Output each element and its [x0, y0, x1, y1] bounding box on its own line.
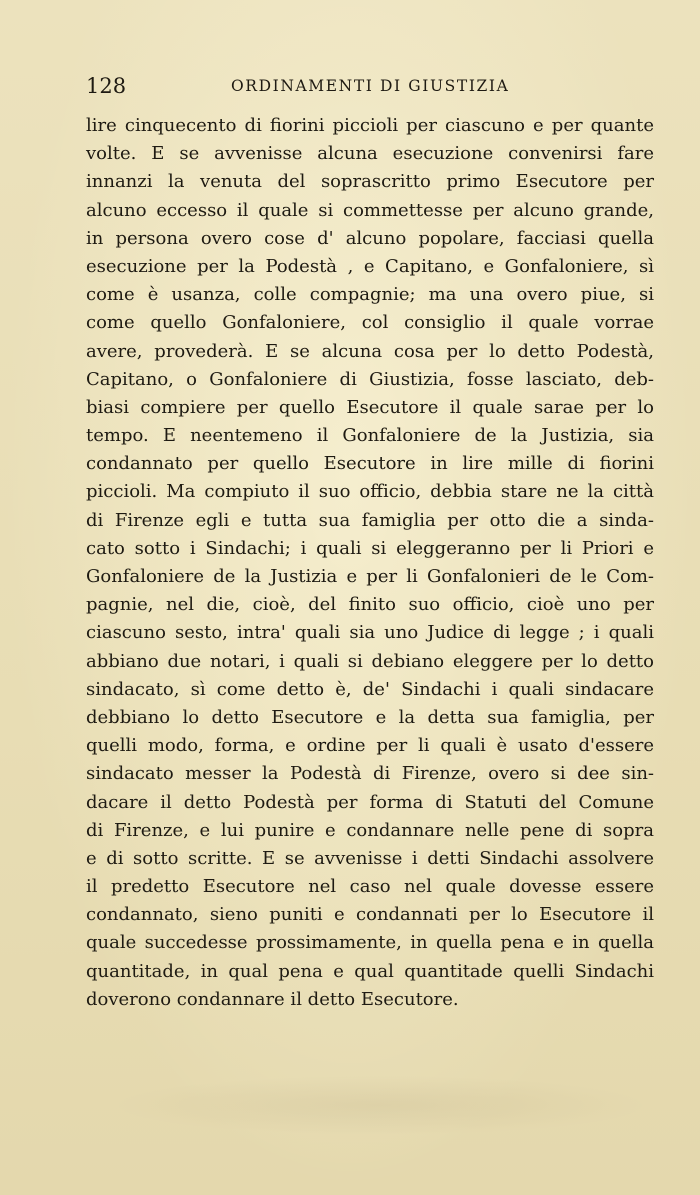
- text-line: condannato, sieno puniti e condannati per lo Esecutore il: [86, 904, 654, 926]
- running-head: [86, 74, 656, 100]
- body-text: [86, 112, 654, 1014]
- text-line: condannato per quello Esecutore in lire mille di fiorini: [86, 453, 654, 475]
- text-line: debbiano lo detto Esecutore e la detta sua famiglia, per: [86, 706, 654, 728]
- running-title: ORDINAMENTI DI GIUSTIZIA: [231, 77, 510, 95]
- text-line: piccioli. Ma compiuto il suo officio, debbia stare ne la città: [86, 481, 654, 503]
- text-line: come è usanza, colle compagnie; ma una overo piue, si: [86, 284, 654, 306]
- text-line: Capitano, o Gonfaloniere di Giustizia, fosse lasciato, deb-: [86, 368, 654, 390]
- text-line: il predetto Esecutore nel caso nel quale dovesse essere: [86, 876, 654, 898]
- text-line: abbiano due notari, i quali si debiano eleggere per lo detto: [86, 650, 654, 672]
- text-line: doverono condannare il detto Esecutore.: [86, 988, 459, 1010]
- text-line: pagnie, nel die, cioè, del finito suo officio, cioè uno per: [86, 594, 654, 616]
- text-line: di Firenze, e lui punire e condannare nelle pene di sopra: [86, 819, 654, 841]
- text-line: e di sotto scritte. E se avvenisse i detti Sindachi assolvere: [86, 847, 654, 869]
- text-line: alcuno eccesso il quale si commettesse per alcuno grande,: [86, 199, 654, 221]
- text-line: quelli modo, forma, e ordine per li quali è usato d'essere: [86, 735, 654, 757]
- text-line: Gonfaloniere de la Justizia e per li Gonfalonieri de le Com-: [86, 566, 654, 587]
- text-line: dacare il detto Podestà per forma di Statuti del Comune: [86, 791, 654, 813]
- text-line: come quello Gonfaloniere, col consiglio il quale vorrae: [86, 312, 654, 334]
- text-line: esecuzione per la Podestà , e Capitano, e Gonfaloniere, sì: [86, 255, 654, 277]
- text-line: tempo. E neentemeno il Gonfaloniere de la Justizia, sia: [86, 425, 654, 447]
- show-through-smudge: [110, 1075, 650, 1135]
- text-line: in persona overo cose d' alcuno popolare, facciasi quella: [86, 227, 654, 249]
- text-line: ciascuno sesto, intra' quali sia uno Judice di legge ; i quali: [86, 622, 654, 644]
- text-line: sindacato, sì come detto è, de' Sindachi i quali sindacare: [86, 678, 654, 700]
- text-line: biasi compiere per quello Esecutore il quale sarae per lo: [86, 396, 654, 418]
- text-line: volte. E se avvenisse alcuna esecuzione convenirsi fare: [86, 143, 654, 165]
- text-line: di Firenze egli e tutta sua famiglia per otto die a sinda-: [86, 509, 654, 531]
- text-line: innanzi la venuta del soprascritto primo Esecutore per: [86, 171, 654, 193]
- page-number: 128: [86, 74, 127, 98]
- text-line: sindacato messer la Podestà di Firenze, overo si dee sin-: [86, 763, 654, 785]
- text-line: avere, provederà. E se alcuna cosa per lo detto Podestà,: [86, 340, 654, 362]
- text-line: quantitade, in qual pena e qual quantitade quelli Sindachi: [86, 960, 654, 982]
- text-line: lire cinquecento di fiorini piccioli per ciascuno e per quante: [86, 115, 654, 136]
- text-line: quale succedesse prossimamente, in quella pena e in quella: [86, 932, 654, 954]
- text-line: cato sotto i Sindachi; i quali si eleggeranno per li Priori e: [86, 537, 654, 559]
